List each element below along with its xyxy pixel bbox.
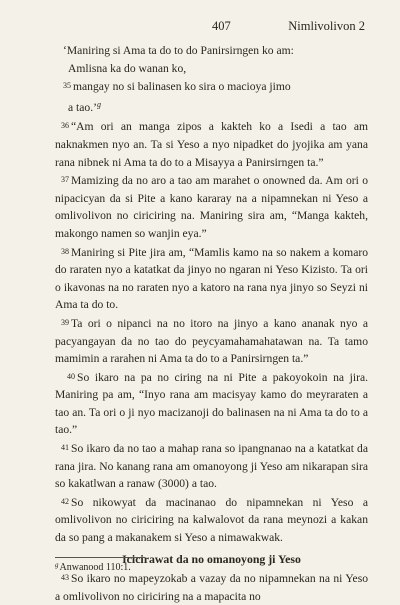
verse-number: 38 [61, 246, 69, 256]
quote-line: Amlisna ka do wanan ko, [68, 61, 187, 75]
verse-text: Ta ori o nipanci na no itoro na jinyo a kano ananak nyo a pacyangayan da no tao do peycyamahamahatawan na. Ta tamo mamimin a rarahen ni Ama ta do to a Panirsirngen ta.” [55, 316, 368, 366]
quote-line: ‘Maniring si Ama ta do to do Panirsirngen ko am: [63, 44, 294, 57]
verse-paragraph [55, 314, 368, 368]
verse-text: Maniring si Pite jira am, “Mamlis kamo na so nakem a komaro do raraten nyo a katatkat da jinyo no ngaran ni Yeso Kizisto. Ta ori o ikavonas na no raraten nyo a katoro na rana nya jinyo so Seyzi ni Ama ta do to. [55, 245, 368, 312]
verse-paragraph [55, 171, 368, 242]
verse-paragraph [55, 493, 368, 547]
quote-line [55, 77, 368, 96]
section-heading: Icicirawat da no omanoyong ji Yeso [122, 551, 301, 566]
verse-number: 37 [61, 175, 69, 185]
footnote-divider [55, 557, 145, 558]
verse-number: 40 [67, 371, 75, 381]
page-header [0, 19, 400, 35]
verse-number: 35 [63, 81, 71, 91]
footnote [55, 561, 131, 573]
verse-paragraph [55, 117, 368, 171]
footnote-reference: g [96, 99, 101, 109]
footnote-text: Anwanood 110:1. [59, 562, 131, 573]
verse-text: So ikaro na pa no ciring na ni Pite a pakoyokoin na jira. Maniring pa am, “Inyo rana am macisyay kamo do meyraraten a tao an. Ta ori o ji nyo macizanoji do balinasen na ni Ama ta do to a tao.” [55, 370, 368, 437]
verse-text: So nikowyat da macinanao do nipamnekan ni Yeso a omlivolivon no ciriciring na kalwalovot da rana meynozi a kakan da so pang a makanakem si Yeso a nimawakwak. [55, 495, 368, 545]
page-number: 407 [212, 19, 231, 33]
verse-text: So ikaro no mapeyzokab a vazay da no nipamnekan na ni Yeso a omlivolivon no ciriciring na a mapacita no [55, 572, 368, 603]
verse-number: 42 [61, 496, 69, 506]
verse-number: 41 [61, 443, 69, 453]
footnote-mark: g [55, 561, 59, 569]
verse-paragraph [55, 439, 368, 493]
poetic-quote [55, 42, 368, 116]
verse-text: Mamizing da no aro a tao am marahet o onowned da. Am ori o nipacicyan da si Pite a kano kararay na a nipamnekan ni Yeso a omlivolivon no ciriciring na. Maniring sira am, “Manga kakteh, makongo namen so wanjin eya.” [55, 174, 368, 240]
main-text [55, 42, 368, 605]
verse-paragraph [55, 368, 368, 439]
verse-text: “Am ori an manga zipos a kakteh ko a Isedi a tao am naknakmen nyo an. Ta si Yeso a nyo nipadket do jyojika am yana rana nibnek ni Ama ta do to a Misayya a Panirsirngen ta.” [55, 120, 368, 169]
verse-text: So ikaro da no tao a mahap rana so ipangnanao na a katatkat da rana jira. No kanang rana am omanoyong ji Yeso am nikarapan sira so kakatlwan a ranaw (3000) a tao. [55, 442, 368, 491]
verse-number: 43 [61, 573, 69, 583]
running-head: Nimlivolivon 2 [288, 19, 365, 33]
verse-number: 36 [61, 121, 69, 131]
quote-line-text: a tao.’ [68, 100, 97, 114]
quote-line [55, 96, 368, 117]
verse-number: 39 [61, 317, 69, 327]
verse-paragraph [55, 243, 368, 314]
quote-line-text: mangay no si balinasen ko sira o macioya jimo [73, 80, 291, 94]
